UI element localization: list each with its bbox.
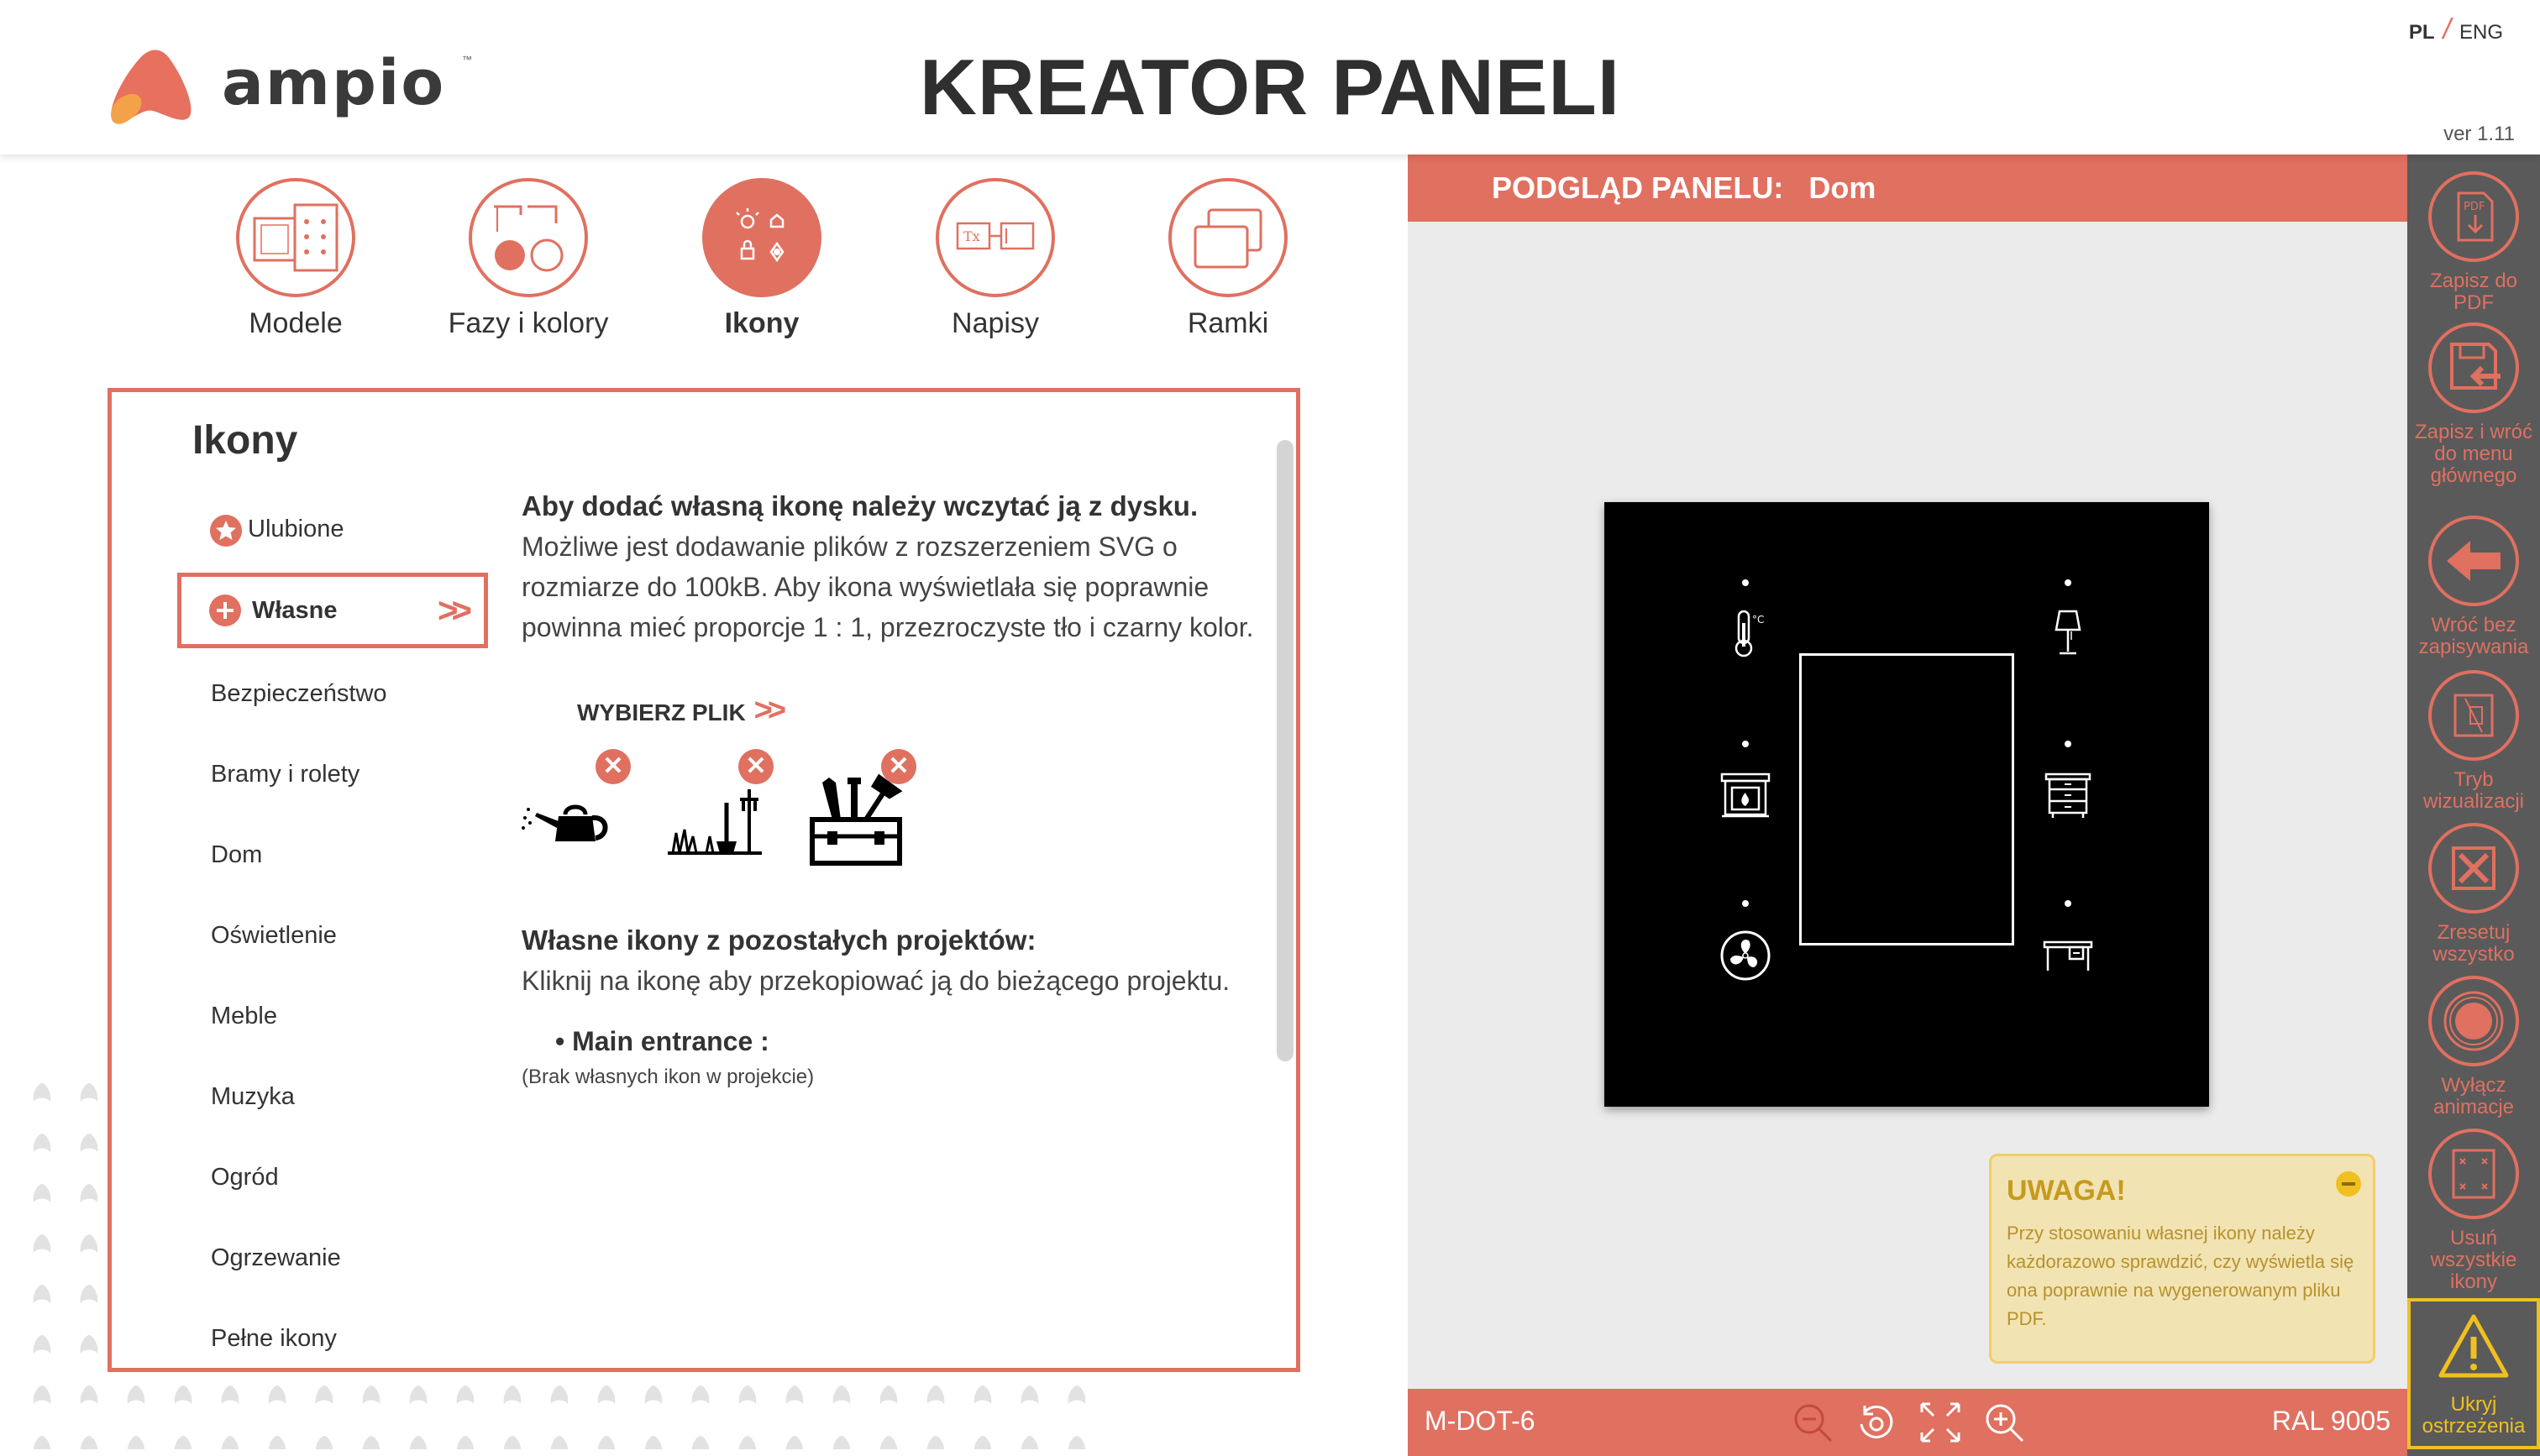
custom-icons-content	[522, 486, 1261, 1089]
chevron-right-icon: >>	[753, 693, 782, 728]
panel-preview[interactable]	[1604, 502, 2209, 1107]
panel-led	[2065, 579, 2071, 586]
remove-all-icons-button[interactable]	[2407, 1129, 2540, 1293]
pattern-dot	[81, 1184, 98, 1202]
category-label: Ogrzewanie	[211, 1244, 341, 1271]
pattern-dot	[1021, 1385, 1039, 1404]
uploaded-icons	[522, 741, 1261, 875]
pattern-dot	[269, 1436, 286, 1449]
panel-scrollbar[interactable]	[1277, 440, 1294, 1061]
choose-file-button[interactable]	[577, 693, 1261, 729]
pattern-dot	[457, 1385, 475, 1404]
star-icon	[209, 514, 243, 547]
category-label: Dom	[211, 841, 263, 868]
pattern-dot	[927, 1385, 945, 1404]
pattern-dot	[1021, 1436, 1039, 1449]
pattern-dot	[34, 1285, 51, 1303]
category-bramy-i-rolety[interactable]	[177, 734, 488, 814]
category-meble[interactable]	[177, 976, 488, 1056]
pattern-dot	[786, 1436, 804, 1449]
other-projects-heading: Własne ikony z pozostałych projektów:	[522, 924, 1036, 956]
sidebar-label: Wyłącz animacje	[2432, 1074, 2515, 1118]
delete-icon[interactable]: ✕	[881, 749, 916, 784]
fireplace-icon[interactable]	[1719, 769, 1772, 823]
logo-text: ampio	[222, 47, 446, 119]
pattern-dot	[81, 1436, 98, 1449]
language-switcher	[2409, 13, 2503, 46]
pattern-dot	[692, 1436, 710, 1449]
pattern-dot	[81, 1234, 98, 1253]
pattern-dot	[551, 1436, 569, 1449]
uploaded-icon-item[interactable]	[664, 749, 774, 858]
upload-heading: Aby dodać własną ikonę należy wczytać ją z dysku.	[522, 490, 1199, 521]
action-sidebar	[2407, 155, 2540, 1456]
no-icons-text: (Brak własnych ikon w projekcie)	[522, 1066, 815, 1088]
panel-led	[1742, 741, 1749, 747]
panel-led	[2065, 741, 2071, 747]
pattern-dot	[363, 1436, 380, 1449]
app-header	[0, 0, 2540, 155]
panel-title: Ikony	[192, 418, 298, 463]
pattern-dot	[833, 1436, 851, 1449]
pattern-dot	[880, 1436, 898, 1449]
pattern-dot	[175, 1385, 192, 1404]
desk-icon[interactable]	[2041, 929, 2095, 982]
preview-header-label: PODGLĄD PANELU:	[1492, 170, 1784, 205]
warning-box	[1989, 1154, 2375, 1364]
delete-icon[interactable]: ✕	[596, 749, 631, 784]
sidebar-label: Zresetuj wszystko	[2432, 921, 2515, 966]
floppy-return-icon	[2428, 322, 2519, 413]
category-ulubione[interactable]	[177, 489, 488, 569]
category-label: Własne	[252, 597, 338, 624]
pattern-dot	[175, 1436, 192, 1449]
panel-led	[1742, 579, 1749, 586]
sidebar-label: Wróć bez zapisywania	[2418, 614, 2529, 658]
pattern-dot	[316, 1436, 333, 1449]
pattern-dot	[410, 1436, 428, 1449]
pattern-dot	[598, 1436, 616, 1449]
step-label: Modele	[249, 307, 343, 339]
pattern-dot	[222, 1436, 239, 1449]
step-label: Fazy i kolory	[448, 307, 609, 339]
panel-led	[2065, 900, 2071, 907]
step-fazy-i-kolory[interactable]	[419, 178, 638, 340]
chevron-right-icon: >>	[437, 590, 465, 630]
pattern-dot	[974, 1436, 992, 1449]
pdf-save-icon	[2428, 171, 2519, 262]
pattern-dot	[128, 1436, 145, 1449]
pattern-dot	[786, 1385, 804, 1404]
preview-header	[1408, 155, 2407, 222]
sidebar-label: Ukryj ostrzeżenia	[2422, 1393, 2526, 1438]
pattern-dot	[504, 1385, 522, 1404]
pattern-dot	[880, 1385, 898, 1404]
pattern-dot	[269, 1385, 286, 1404]
models-icon	[236, 178, 355, 297]
pattern-dot	[81, 1385, 98, 1404]
pattern-dot	[645, 1385, 663, 1404]
preview-bottom-bar	[1408, 1389, 2407, 1456]
step-label: Ikony	[724, 307, 800, 339]
category-label: Pełne ikony	[211, 1325, 337, 1352]
sidebar-label: Tryb wizualizacji	[2422, 768, 2525, 813]
visualization-mode-button[interactable]	[2407, 670, 2540, 813]
pattern-dot	[598, 1385, 616, 1404]
pattern-dot	[81, 1335, 98, 1354]
lang-pl[interactable]: PL	[2408, 21, 2435, 44]
preview-panel-name: Dom	[1808, 170, 1876, 205]
plus-icon	[208, 594, 242, 627]
hide-warnings-button[interactable]	[2407, 1298, 2540, 1449]
svg-text:Tx: Tx	[963, 228, 980, 244]
lang-eng[interactable]: ENG	[2459, 21, 2503, 44]
pattern-dot	[34, 1184, 51, 1202]
uploaded-icon-item[interactable]	[522, 749, 631, 858]
fan-icon[interactable]	[1719, 929, 1772, 982]
step-modele[interactable]	[186, 178, 405, 340]
animation-icon	[2428, 976, 2519, 1066]
category-label: Ulubione	[248, 516, 344, 542]
project-name: • Main entrance :	[555, 1026, 769, 1056]
upload-description: Możliwe jest dodawanie plików z rozszerzeniem SVG o rozmiarze do 100kB. Aby ikona wyświetlała się poprawnie powinna mieć proporcje 1 : 1, przezroczyste tło i czarny kolor.	[522, 532, 1254, 642]
disable-animations-button[interactable]	[2407, 976, 2540, 1118]
pattern-dot	[81, 1134, 98, 1152]
app-title: KREATOR PANELI	[920, 43, 1620, 131]
text-icon	[936, 178, 1055, 297]
pattern-dot	[81, 1285, 98, 1303]
warning-title: UWAGA!	[2007, 1175, 2126, 1207]
pattern-dot	[645, 1436, 663, 1449]
save-pdf-button[interactable]	[2407, 171, 2540, 314]
step-label: Ramki	[1187, 307, 1269, 339]
step-label: Napisy	[952, 307, 1039, 339]
wizard-steps	[168, 178, 1269, 346]
pattern-dot	[222, 1385, 239, 1404]
panel-led	[1742, 900, 1749, 907]
step-ikony[interactable]	[653, 178, 871, 340]
pattern-dot	[410, 1385, 428, 1404]
remove-icons-icon	[2428, 1129, 2519, 1219]
pattern-dot	[34, 1083, 51, 1102]
pattern-dot	[1068, 1436, 1086, 1449]
icons-icon	[702, 178, 821, 297]
pattern-dot	[34, 1385, 51, 1404]
thermometer-icon[interactable]	[1719, 606, 1772, 660]
reset-x-icon	[2428, 823, 2519, 914]
delete-icon[interactable]: ✕	[738, 749, 774, 784]
pattern-dot	[1068, 1385, 1086, 1404]
arrow-left-icon	[2428, 516, 2519, 606]
pattern-dot	[457, 1436, 475, 1449]
pattern-dot	[316, 1385, 333, 1404]
pattern-dot	[34, 1134, 51, 1152]
save-and-return-button[interactable]	[2407, 322, 2540, 487]
frames-icon	[1168, 178, 1288, 297]
pattern-dot	[974, 1385, 992, 1404]
uploaded-icon-item[interactable]	[807, 749, 916, 858]
warning-icon	[2436, 1310, 2511, 1385]
panel-display-frame	[1799, 653, 2014, 945]
svg-text:°C: °C	[1752, 614, 1765, 626]
category-dom[interactable]	[177, 814, 488, 895]
zoom-in-icon[interactable]	[1981, 1399, 2028, 1446]
category-label: Bramy i rolety	[211, 761, 360, 788]
warning-text: Przy stosowaniu własnej ikony należy każdorazowo sprawdzić, czy wyświetla się ona poprawnie na wygenerowanym pliku PDF.	[2007, 1223, 2354, 1329]
step-ramki[interactable]	[1119, 178, 1337, 340]
category-bezpieczenstwo[interactable]	[177, 653, 488, 734]
sidebar-label: Usuń wszystkie ikony	[2430, 1227, 2517, 1293]
version-label: ver 1.11	[2443, 123, 2515, 145]
sidebar-label: Zapisz do PDF	[2429, 270, 2518, 314]
pattern-dot	[34, 1436, 51, 1449]
pattern-dot	[739, 1436, 757, 1449]
pattern-dot	[927, 1436, 945, 1449]
category-label: Oświetlenie	[211, 922, 337, 949]
reset-zoom-icon[interactable]	[1853, 1399, 1900, 1446]
category-label: Muzyka	[211, 1083, 295, 1110]
phases-colors-icon	[469, 178, 588, 297]
pattern-dot	[692, 1385, 710, 1404]
svg-text:PDF: PDF	[2464, 201, 2485, 213]
decorative-pattern	[29, 1080, 1120, 1449]
minimize-warning-icon[interactable]	[2336, 1171, 2361, 1197]
sidebar-label: Zapisz i wróć do menu głównego	[2414, 421, 2533, 487]
step-napisy[interactable]	[886, 178, 1105, 340]
pattern-dot	[34, 1234, 51, 1253]
pattern-dot	[81, 1083, 98, 1102]
category-oswietlenie[interactable]	[177, 895, 488, 976]
lamp-icon[interactable]	[2041, 606, 2095, 660]
zoom-out-icon[interactable]	[1789, 1399, 1836, 1446]
visualization-icon	[2428, 670, 2519, 761]
pattern-dot	[128, 1385, 145, 1404]
reset-all-button[interactable]	[2407, 823, 2540, 966]
lang-separator: /	[2443, 13, 2451, 45]
category-label: Meble	[211, 1003, 277, 1029]
panel-ral-color: RAL 9005	[2271, 1406, 2390, 1436]
choose-file-label: WYBIERZ PLIK	[577, 699, 746, 725]
return-without-saving-button[interactable]	[2407, 516, 2540, 658]
fullscreen-icon[interactable]	[1917, 1399, 1964, 1446]
category-wlasne[interactable]	[177, 573, 488, 648]
pattern-dot	[739, 1385, 757, 1404]
other-projects-text: Kliknij na ikonę aby przekopiować ją do bieżącego projektu.	[522, 966, 1231, 996]
pattern-dot	[833, 1385, 851, 1404]
chest-of-drawers-icon[interactable]	[2041, 769, 2095, 823]
logo-trademark: ™	[462, 54, 472, 65]
pattern-dot	[34, 1335, 51, 1354]
pattern-dot	[551, 1385, 569, 1404]
panel-model: M-DOT-6	[1425, 1406, 1535, 1436]
category-label: Ogród	[211, 1164, 279, 1191]
pattern-dot	[363, 1385, 380, 1404]
pattern-dot	[504, 1436, 522, 1449]
category-label: Bezpieczeństwo	[211, 680, 387, 707]
